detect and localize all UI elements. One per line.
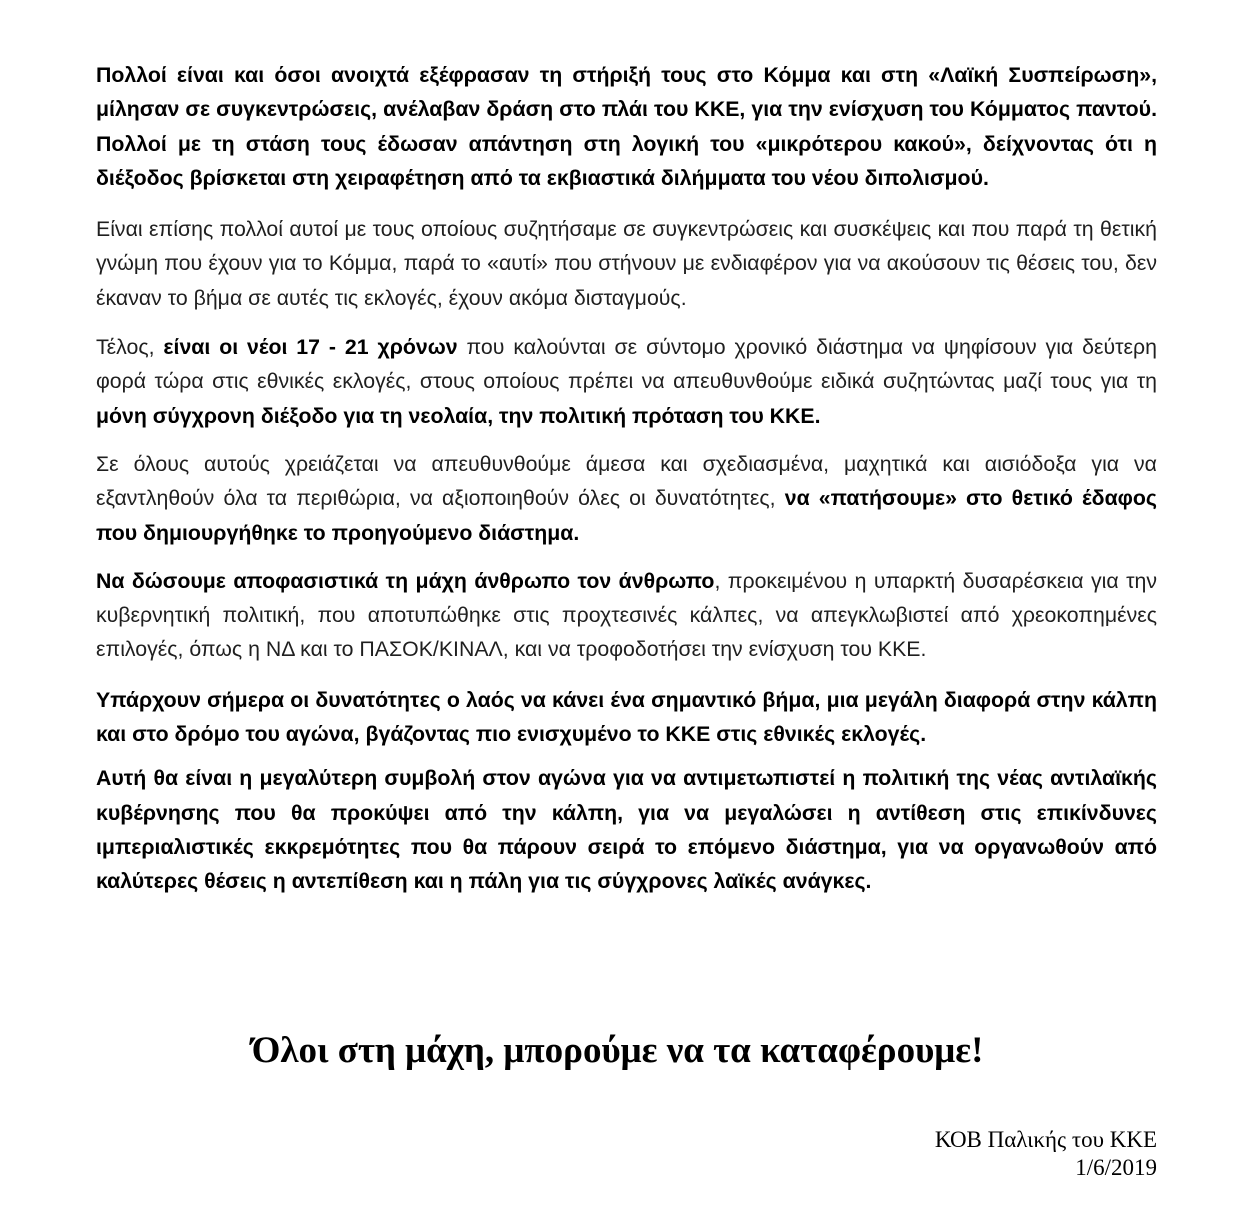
paragraph-bold-text: Υπάρχουν σήμερα οι δυνατότητες ο λαός να κάνει ένα σημαντικό βήμα, μια μεγάλη διαφορά στην κάλπη και στο δρόμο του αγώνα, βγάζοντας πιο ενισχυμένο το ΚΚΕ στις εθνικές εκλογές. — [96, 687, 1157, 747]
signature-block — [935, 1126, 1157, 1182]
paragraph-young-voters — [96, 330, 1157, 433]
document-body — [96, 58, 1157, 899]
paragraph-possibilities — [96, 683, 1157, 752]
paragraph-text: , προκειμένου η υπαρκτή δυσαρέσκεια για την κυβερνητική πολιτική, που αποτυπώθηκε στις προχτεσινές κάλπες, να απεγκλωβιστεί από χρεοκοπημένες επιλογές, όπως η ΝΔ και το ΠΑΣΟΚ/ΚΙΝΑΛ, και να τροφοδοτήσει την ενίσχυση του ΚΚΕ. — [96, 568, 1157, 662]
paragraph-bold-text: μόνη σύγχρονη διέξοδο για τη νεολαία, την πολιτική πρόταση του ΚΚΕ. — [96, 403, 821, 428]
paragraph-text: Είναι επίσης πολλοί αυτοί με τους οποίους συζητήσαμε σε συγκεντρώσεις και συσκέψεις και που παρά τη θετική γνώμη που έχουν για το Κόμμα, παρά το «αυτί» που στήνουν με ενδιαφέρον για να ακούσουν τις θέσεις του, δεν έκαναν το βήμα σε αυτές τις εκλογές, έχουν ακόμα δισταγμούς. — [96, 217, 1157, 310]
paragraph-outreach — [96, 447, 1157, 550]
paragraph-supporters — [96, 58, 1157, 195]
paragraph-contribution — [96, 761, 1157, 898]
paragraph-bold-text: είναι οι νέοι 17 - 21 χρόνων — [163, 335, 458, 360]
paragraph-bold-text: Πολλοί είναι και όσοι ανοιχτά εξέφρασαν τη στήριξή τους στο Κόμμα και στη «Λαϊκή Συσπείρωση», μίλησαν σε συγκεντρώσεις, ανέλαβαν δράση στο πλάι του ΚΚΕ, για την ενίσχυση του Κόμματος παντού. Πολλοί με τη στάση τους έδωσαν απάντηση στη λογική του «μικρότερου κακού», δείχνοντας ότι η διέξοδος βρίσκεται στη χειραφέτηση από τα εκβιαστικά διλήμματα του νέου διπολισμού. — [96, 63, 1157, 190]
paragraph-hesitant-voters — [96, 212, 1157, 315]
signature-organization: ΚΟΒ Παλικής του ΚΚΕ — [934, 1127, 1157, 1152]
paragraph-bold-text: Αυτή θα είναι η μεγαλύτερη συμβολή στον αγώνα για να αντιμετωπιστεί η πολιτική της νέας αντιλαϊκής κυβέρνησης που θα προκύψει από την κάλπη, για να μεγαλώσει η αντίθεση στις επικίνδυνες ιμπεριαλιστικές εκκρεμότητες που θα πάρουν σειρά το επόμενο διάστημα, για να οργανωθούν από καλύτερες θέσεις η αντεπίθεση και η πάλη για τις σύγχρονες λαϊκές ανάγκες. — [96, 766, 1157, 894]
paragraph-text: που καλούνται σε σύντομο χρονικό διάστημα να ψηφίσουν για δεύτερη φορά τώρα στις εθνικές εκλογές, στους οποίους πρέπει να απευθυνθούμε ειδικά συζητώντας μαζί τους για τη — [96, 335, 1157, 394]
closing-slogan: Όλοι στη μάχη, μπορούμε να τα καταφέρουμε! — [251, 1030, 984, 1071]
paragraph-text: Σε όλους αυτούς χρειάζεται να απευθυνθούμε άμεσα και σχεδιασμένα, μαχητικά και αισιόδοξα για να εξαντληθούν όλα τα περιθώρια, να αξιοποιηθούν όλες οι δυνατότητες, — [96, 451, 1157, 511]
paragraph-bold-text: να «πατήσουμε» στο θετικό έδαφος που δημιουργήθηκε το προηγούμενο διάστημα. — [96, 486, 1157, 545]
paragraph-person-to-person — [96, 564, 1157, 667]
paragraph-text: Τέλος, — [96, 335, 164, 360]
paragraph-bold-text: Να δώσουμε αποφασιστικά τη μάχη άνθρωπο τον άνθρωπο — [96, 568, 715, 593]
signature-date: 1/6/2019 — [1075, 1155, 1157, 1180]
